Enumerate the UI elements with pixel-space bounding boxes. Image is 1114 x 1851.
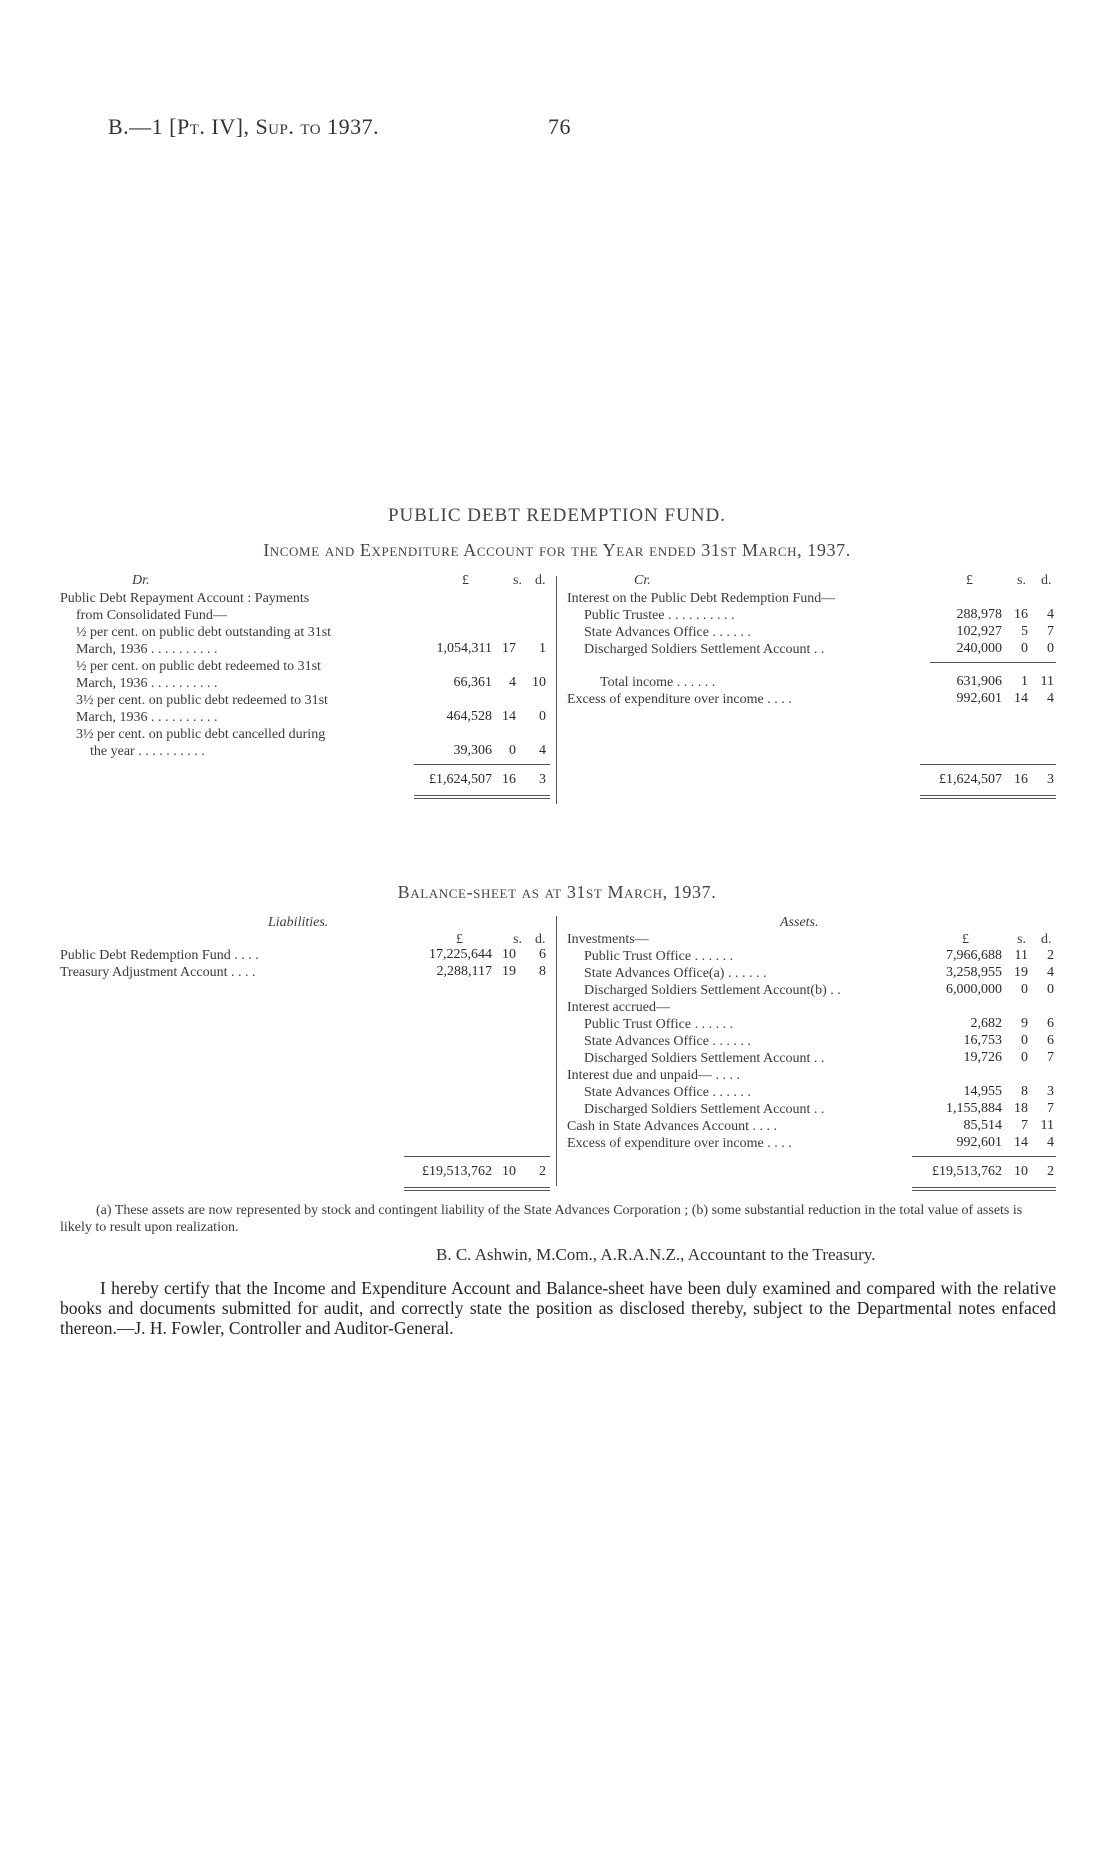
cr-amount-pounds: 992,601 bbox=[956, 691, 1002, 706]
asset-shillings: 9 bbox=[1021, 1016, 1028, 1031]
liabilities-total-pence: 2 bbox=[539, 1164, 546, 1179]
cr-amount-pounds: 288,978 bbox=[956, 607, 1002, 622]
dr-line: March, 1936 . . . . . . . . . . bbox=[76, 710, 218, 725]
asset-pounds: 6,000,000 bbox=[946, 982, 1002, 997]
asset-shillings: 8 bbox=[1021, 1084, 1028, 1099]
asset-label: Discharged Soldiers Settlement Account(b) . . bbox=[584, 983, 841, 998]
fund-title: PUBLIC DEBT REDEMPTION FUND. bbox=[387, 505, 726, 526]
assets-label: Assets. bbox=[780, 915, 819, 930]
liabilities-total-double-rule bbox=[404, 1190, 550, 1191]
asset-pounds: 85,514 bbox=[963, 1118, 1002, 1133]
cr-amount-pounds: 102,927 bbox=[956, 624, 1002, 639]
asset-shillings: 0 bbox=[1021, 982, 1028, 997]
asset-pence: 6 bbox=[1047, 1033, 1054, 1048]
asset-pence: 4 bbox=[1047, 965, 1054, 980]
dr-amount-pence: 0 bbox=[539, 709, 546, 724]
liability-pence: 8 bbox=[539, 964, 546, 979]
cr-header-pence: d. bbox=[1041, 573, 1052, 588]
cr-amount-pence: 4 bbox=[1047, 691, 1054, 706]
dr-amount-shillings: 14 bbox=[502, 709, 516, 724]
liabilities-total-double-rule bbox=[404, 1187, 550, 1188]
liability-pounds: 2,288,117 bbox=[436, 964, 492, 979]
cr-total-double-rule bbox=[920, 795, 1056, 796]
dr-header-shilling: s. bbox=[513, 573, 522, 588]
cr-header-shilling: s. bbox=[1017, 573, 1026, 588]
dr-label: Dr. bbox=[132, 573, 150, 588]
dr-amount-shillings: 4 bbox=[509, 675, 516, 690]
cr-total-double-rule bbox=[920, 798, 1056, 799]
dr-header-pound: £ bbox=[462, 573, 469, 588]
cr-line-label: State Advances Office . . . . . . bbox=[584, 625, 751, 640]
asset-label: Excess of expenditure over income . . . . bbox=[567, 1136, 792, 1151]
asset-pence: 7 bbox=[1047, 1050, 1054, 1065]
cr-amount-pence: 4 bbox=[1047, 607, 1054, 622]
asset-shillings: 11 bbox=[1014, 948, 1028, 963]
dr-amount-shillings: 17 bbox=[502, 641, 516, 656]
dr-header-pence: d. bbox=[535, 573, 546, 588]
asset-pounds: 14,955 bbox=[963, 1084, 1002, 1099]
liability-label: Treasury Adjustment Account . . . . bbox=[60, 965, 256, 980]
liabilities-total-rule bbox=[404, 1156, 550, 1157]
cr-amount-pence: 7 bbox=[1047, 624, 1054, 639]
asset-pounds: 2,682 bbox=[970, 1016, 1002, 1031]
dr-amount-pounds: 1,054,311 bbox=[436, 641, 492, 656]
asset-pence: 2 bbox=[1047, 948, 1054, 963]
balance-sheet-title: Balance-sheet as at 31st March, 1937. bbox=[397, 882, 717, 902]
cr-total-rule bbox=[920, 764, 1056, 765]
signature: B. C. Ashwin, M.Com., A.R.A.N.Z., Accountant to the Treasury. bbox=[436, 1245, 876, 1264]
asset-label: State Advances Office(a) . . . . . . bbox=[584, 966, 767, 981]
asset-pounds: 7,966,688 bbox=[946, 948, 1002, 963]
dr-total-pounds: £1,624,507 bbox=[429, 772, 492, 787]
asset-shillings: 14 bbox=[1014, 1135, 1028, 1150]
dr-line: March, 1936 . . . . . . . . . . bbox=[76, 642, 218, 657]
column-divider bbox=[556, 576, 557, 804]
page-header-reference: B.—1 [Pt. IV], Sup. to 1937. bbox=[108, 114, 380, 139]
asset-label: State Advances Office . . . . . . bbox=[584, 1034, 751, 1049]
asset-shillings: 7 bbox=[1021, 1118, 1028, 1133]
cr-label: Cr. bbox=[634, 573, 651, 588]
dr-line: ½ per cent. on public debt redeemed to 31st bbox=[76, 659, 321, 674]
asset-pence: 11 bbox=[1040, 1118, 1054, 1133]
dr-total-rule bbox=[414, 764, 550, 765]
dr-amount-pence: 4 bbox=[539, 743, 546, 758]
cr-line-label: Public Trustee . . . . . . . . . . bbox=[584, 608, 735, 623]
asset-pounds: 1,155,884 bbox=[946, 1101, 1002, 1116]
asset-pence: 4 bbox=[1047, 1135, 1054, 1150]
dr-line: 3½ per cent. on public debt cancelled during bbox=[76, 727, 326, 742]
cr-line-label: Interest on the Public Debt Redemption Fund— bbox=[567, 591, 836, 606]
cr-amount-shillings: 0 bbox=[1021, 641, 1028, 656]
cr-amount-pounds: 240,000 bbox=[956, 641, 1002, 656]
asset-shillings: 0 bbox=[1021, 1050, 1028, 1065]
column-divider bbox=[556, 916, 557, 1186]
asset-pence: 3 bbox=[1047, 1084, 1054, 1099]
liab-header-pound: £ bbox=[456, 932, 463, 947]
cr-amount-pence: 11 bbox=[1040, 674, 1054, 689]
liabilities-total-shillings: 10 bbox=[502, 1164, 516, 1179]
liabilities-label: Liabilities. bbox=[268, 915, 329, 930]
cr-line-label: Discharged Soldiers Settlement Account . . bbox=[584, 642, 825, 657]
auditor-certification: I hereby certify that the Income and Expenditure Account and Balance-sheet have been duly examined and compared with the relative books and documents submitted for audit, and correctly state the position as disclosed thereby, subject to the Departmental notes enfaced thereon.—J. H. Fowler, Controller and Auditor-General. bbox=[60, 1278, 1056, 1338]
dr-amount-pounds: 66,361 bbox=[453, 675, 492, 690]
dr-line: the year . . . . . . . . . . bbox=[90, 744, 205, 759]
cr-amount-pence: 0 bbox=[1047, 641, 1054, 656]
asset-pounds: 992,601 bbox=[956, 1135, 1002, 1150]
liability-shillings: 10 bbox=[502, 947, 516, 962]
asset-label: Public Trust Office . . . . . . bbox=[584, 949, 734, 964]
asset-label: Discharged Soldiers Settlement Account . . bbox=[584, 1102, 825, 1117]
cr-amount-shillings: 14 bbox=[1014, 691, 1028, 706]
assets-total-double-rule bbox=[912, 1190, 1056, 1191]
liability-pence: 6 bbox=[539, 947, 546, 962]
assets-header-pence: d. bbox=[1041, 932, 1052, 947]
asset-pence: 6 bbox=[1047, 1016, 1054, 1031]
cr-total-shillings: 16 bbox=[1014, 772, 1028, 787]
asset-shillings: 0 bbox=[1021, 1033, 1028, 1048]
assets-total-shillings: 10 bbox=[1014, 1164, 1028, 1179]
cr-amount-shillings: 5 bbox=[1021, 624, 1028, 639]
dr-amount-pounds: 39,306 bbox=[453, 743, 492, 758]
asset-label: Interest accrued— bbox=[567, 1000, 670, 1015]
asset-label: Interest due and unpaid— . . . . bbox=[567, 1068, 741, 1083]
dr-amount-pence: 10 bbox=[532, 675, 546, 690]
liability-pounds: 17,225,644 bbox=[429, 947, 492, 962]
asset-pounds: 19,726 bbox=[963, 1050, 1002, 1065]
asset-pounds: 3,258,955 bbox=[946, 965, 1002, 980]
cr-amount-pounds: 631,906 bbox=[956, 674, 1002, 689]
dr-amount-shillings: 0 bbox=[509, 743, 516, 758]
liability-label: Public Debt Redemption Fund . . . . bbox=[60, 948, 259, 963]
dr-line: March, 1936 . . . . . . . . . . bbox=[76, 676, 218, 691]
dr-total-shillings: 16 bbox=[502, 772, 516, 787]
asset-label: Public Trust Office . . . . . . bbox=[584, 1017, 734, 1032]
cr-total-pence: 3 bbox=[1047, 772, 1054, 787]
liab-header-pence: d. bbox=[535, 932, 546, 947]
assets-header-pound: £ bbox=[962, 932, 969, 947]
asset-label: Investments— bbox=[567, 932, 649, 947]
dr-line: Public Debt Repayment Account : Payments bbox=[60, 591, 310, 606]
dr-amount-pounds: 464,528 bbox=[446, 709, 492, 724]
asset-pence: 7 bbox=[1047, 1101, 1054, 1116]
asset-shillings: 18 bbox=[1014, 1101, 1028, 1116]
footnote: (a) These assets are now represented by stock and contingent liability of the State Advances Corporation ; (b) some substantial reduction in the total value of assets is likely to result upon realization. bbox=[60, 1203, 1023, 1235]
dr-total-double-rule bbox=[414, 798, 550, 799]
asset-label: Cash in State Advances Account . . . . bbox=[567, 1119, 777, 1134]
cr-total-pounds: £1,624,507 bbox=[939, 772, 1002, 787]
asset-pounds: 16,753 bbox=[963, 1033, 1002, 1048]
cr-amount-shillings: 1 bbox=[1021, 674, 1028, 689]
liab-header-shilling: s. bbox=[513, 932, 522, 947]
fund-subtitle: Income and Expenditure Account for the Year ended 31st March, 1937. bbox=[263, 540, 851, 560]
assets-total-double-rule bbox=[912, 1187, 1056, 1188]
dr-line: 3½ per cent. on public debt redeemed to 31st bbox=[76, 693, 328, 708]
assets-header-shilling: s. bbox=[1017, 932, 1026, 947]
liabilities-total-pounds: £19,513,762 bbox=[422, 1164, 492, 1179]
asset-pence: 0 bbox=[1047, 982, 1054, 997]
asset-label: State Advances Office . . . . . . bbox=[584, 1085, 751, 1100]
cr-subtotal-rule bbox=[930, 662, 1056, 663]
assets-total-rule bbox=[912, 1156, 1056, 1157]
assets-total-pence: 2 bbox=[1047, 1164, 1054, 1179]
dr-line: from Consolidated Fund— bbox=[76, 608, 227, 623]
dr-total-pence: 3 bbox=[539, 772, 546, 787]
asset-label: Discharged Soldiers Settlement Account . . bbox=[584, 1051, 825, 1066]
page-number: 76 bbox=[548, 114, 571, 139]
dr-total-double-rule bbox=[414, 795, 550, 796]
liability-shillings: 19 bbox=[502, 964, 516, 979]
cr-line-label: Excess of expenditure over income . . . . bbox=[567, 692, 792, 707]
dr-amount-pence: 1 bbox=[539, 641, 546, 656]
cr-line-label: Total income . . . . . . bbox=[600, 675, 716, 690]
dr-line: ½ per cent. on public debt outstanding at 31st bbox=[76, 625, 332, 640]
cr-amount-shillings: 16 bbox=[1014, 607, 1028, 622]
asset-shillings: 19 bbox=[1014, 965, 1028, 980]
cr-header-pound: £ bbox=[966, 573, 973, 588]
assets-total-pounds: £19,513,762 bbox=[932, 1164, 1002, 1179]
